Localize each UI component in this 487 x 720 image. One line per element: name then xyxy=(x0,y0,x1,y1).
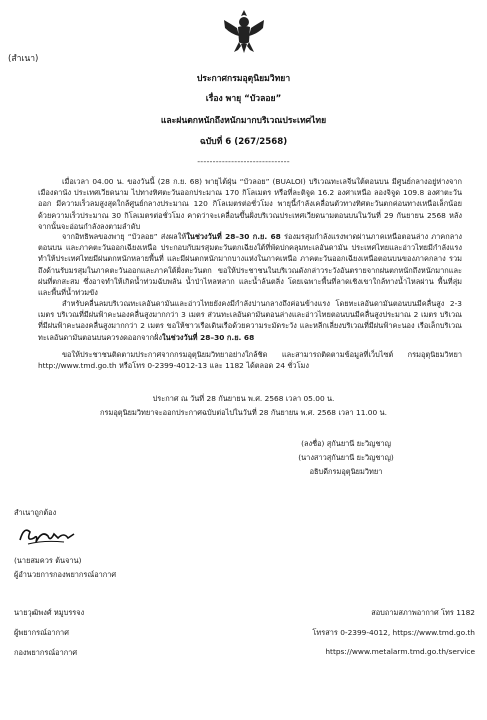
handwritten-signature xyxy=(14,520,80,550)
issue-number: ฉบับที่ 6 (267/2568) xyxy=(199,137,288,147)
issue-date-line: ประกาศ ณ วันที่ 28 กันยายน พ.ศ. 2568 เวลา 05.00 น. xyxy=(152,394,335,403)
announcement-subtitle: และฝนตกหนักถึงหนักมากบริเวณประเทศไทย xyxy=(160,116,327,126)
paragraph-follow-updates: ขอให้ประชาชนติดตามประกาศจากกรมอุตุนิยมวิทยาอย่างใกล้ชิด และสามารถติดตามข้อมูลที่เว็บไซต์ กรมอุตุนิยมวิทยา http://www.tmd.go.th หรือโทร 0-2399-4012-13 และ 1182 ได้ตลอด 24 ชั่วโมง xyxy=(38,350,462,371)
forecaster-name: นายวุฒิพงศ์ หมูบรรจง xyxy=(14,608,85,617)
contact-fax-website: โทรสาร 0-2399-4012, https://www.tmd.go.th xyxy=(312,628,475,637)
paragraph-marine-warning xyxy=(38,298,462,343)
signatory-position: อธิบดีกรมอุตุนิยมวิทยา xyxy=(309,467,383,476)
forecaster-division: กองพยากรณ์อากาศ xyxy=(14,648,78,657)
paragraph-text: ร่องมรสุมกำลังแรงพาดผ่านภาคเหนือตอนล่าง ภาคกลางตอนบน และภาคตะวันออกเฉียงเหนือ ประกอบกับมรสุมตะวันตกเฉียงใต้ที่พัดปกคลุมทะเลอันดามัน ประเทศไทยและอ่าวไทยมีกำลังแรง ทำให้ประเทศไทยมีฝนตกหนักหลายพื้นที่ และมีฝนตกหนักมากบางแห่งในภาคเหนือ ภาคตะวันออกเฉียงเหนือตอนบนของภาคกลาง รวมถึงด้านรับมรสุมในภาคตะวันออกและภาคใต้ฝั่งตะวันตก ขอให้ประชาชนในบริเวณดังกล่าวระวังอันตรายจากฝนตกหนักถึงหนักมากและฝนที่ตกสะสม ซึ่งอาจทำให้เกิดน้ำท่วมฉับพลัน น้ำป่าไหลหลาก และน้ำล้นตลิ่ง โดยเฉพาะพื้นที่ลาดเชิงเขาใกล้ทางน้ำไหลผ่าน พื้นที่ลุ่ม และพื้นที่น้ำท่วมขัง xyxy=(38,232,462,298)
certifier-name: (นายสมควร ต้นจาน) xyxy=(14,556,82,565)
paragraph-text: จากอิทธิพลของพายุ “บัวลอย” ส่งผลให้ xyxy=(62,232,187,241)
copy-label: (สำเนา) xyxy=(8,54,39,64)
announcement-title: ประกาศกรมอุตุนิยมวิทยา xyxy=(196,74,291,84)
forecaster-title: ผู้พยากรณ์อากาศ xyxy=(14,628,69,637)
signatory-full-name: (นางสาวสุกันยานี ยะวิญชาญ) xyxy=(298,453,394,462)
paragraph-storm-position: เมื่อเวลา 04.00 น. ของวันนี้ (28 ก.ย. 68) พายุไต้ฝุ่น “บัวลอย” (BUALOI) บริเวณทะเลจีนใต้ตอนบน มีศูนย์กลางอยู่ห่างจากเมืองดานัง ประเทศเวียดนาม ไปทางทิศตะวันออกประมาณ 170 กิโลเมตร หรือที่ละติจูด 16.2 องศาเหนือ ลองจิจูด 109.8 องศาตะวันออก มีความเร็วลมสูงสุดใกล้ศูนย์กลางประมาณ 120 กิโลเมตรต่อชั่วโมง พายุนี้กำลังเคลื่อนตัวทางทิศตะวันตกค่อนทางเหนือเล็กน้อย ด้วยความเร็วประมาณ 30 กิโลเมตรต่อชั่วโมง คาดว่าจะเคลื่อนขึ้นฝั่งบริเวณประเทศเวียดนามตอนบนในวันที่ 29 กันยายน 2568 หลังจากนั้นจะอ่อนกำลังลงตามลำดับ xyxy=(38,177,462,231)
next-issue-line: กรมอุตุนิยมวิทยาจะออกประกาศฉบับต่อไปในวันที่ 28 กันยายน พ.ศ. 2568 เวลา 11.00 น. xyxy=(100,408,387,417)
certifier-position: ผู้อำนวยการกองพยากรณ์อากาศ xyxy=(14,570,117,579)
garuda-emblem-icon xyxy=(219,6,269,56)
divider: ------------------------------ xyxy=(197,157,290,166)
highlight-date-range: ในช่วงวันที่ 28–30 ก.ย. 68 xyxy=(186,232,281,241)
signed-name: (ลงชื่อ) สุกันยานี ยะวิญชาญ xyxy=(301,439,391,448)
certified-copy-label: สำเนาถูกต้อง xyxy=(14,508,57,517)
paragraph-rain-impact xyxy=(38,231,462,298)
announcement-subject: เรื่อง พายุ “บัวลอย” xyxy=(205,94,282,104)
contact-service-link[interactable]: https://www.metalarm.tmd.go.th/service xyxy=(325,647,475,656)
contact-hotline: สอบถามสภาพอากาศ โทร 1182 xyxy=(371,608,475,617)
paragraph-text: สำหรับคลื่นลมบริเวณทะเลอันดามันและอ่าวไทยยังคงมีกำลังปานกลางถึงค่อนข้างแรง โดยทะเลอันดามันตอนบนมีคลื่นสูง 2-3 เมตร บริเวณที่มีฝนฟ้าคะนองคลื่นสูงมากกว่า 3 เมตร ส่วนทะเลอันดามันตอนล่างและอ่าวไทยตอนบนมีคลื่นสูงประมาณ 2 เมตร บริเวณที่มีฝนฟ้าคะนองคลื่นสูงมากกว่า 2 เมตร ขอให้ชาวเรือเดินเรือด้วยความระมัดระวัง และหลีกเลี่ยงบริเวณที่มีฝนฟ้าคะนอง เรือเล็กบริเวณทะเลอันดามันตอนบนควรงดออกจากฝั่ง xyxy=(38,299,462,342)
highlight-date-range: ในช่วงวันที่ 28–30 ก.ย. 68 xyxy=(162,332,255,342)
